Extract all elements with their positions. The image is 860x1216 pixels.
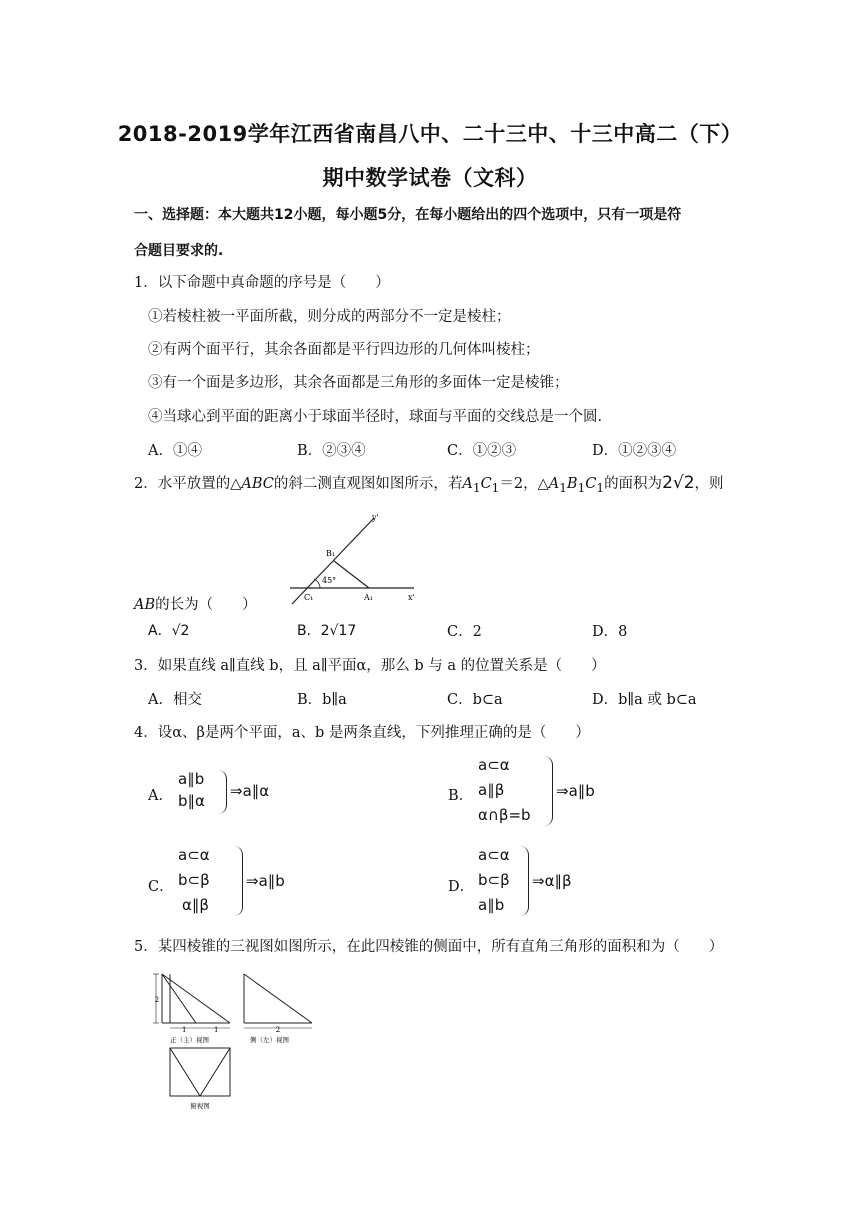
q5-front-width1-label: 1 [182,1026,187,1034]
q4-option-d-formula: a⊂α b⊂β a∥b ⇒α∥β [478,846,572,914]
q2-label-angle: 45° [322,576,337,585]
q1-option-a: A．①④ [148,443,202,459]
q3-option-d: D．b∥a 或 b⊂a [592,692,697,708]
q1-statement-2: ②有两个面平行，其余各面都是平行四边形的几何体叫棱柱； [148,342,540,358]
q2-label-c1: C₁ [304,593,314,602]
q4-option-a-brace [218,770,227,814]
q2-oblique-figure [282,506,422,606]
q4-option-b-label: B． [448,788,474,804]
q1-option-d: D．①②③④ [592,443,677,459]
q1-option-b: B．②③④ [297,443,366,459]
q2-stem-tail: AB的长为（ ） [134,597,257,613]
q4-option-c-label: C． [148,879,174,895]
q5-top-view-caption: 俯视图 [190,1102,210,1110]
section-heading-line2: 合题目要求的. [134,243,224,259]
q1-option-c: C．①②③ [447,443,517,459]
q4-option-c-formula: a⊂α b⊂β α∥β ⇒a∥b [178,846,285,914]
q5-side-view-caption: 侧（左）视图 [250,1036,289,1044]
q5-top-view [170,1048,230,1110]
q1-statement-3: ③有一个面是多边形，其余各面都是三角形的多面体一定是棱锥； [148,375,569,391]
q4-stem: 4．设α、β是两个平面，a、b 是两条直线，下列推理正确的是（ ） [134,725,590,741]
q2-area-value: 2√2 [662,473,695,493]
q2-y-axis [292,518,374,604]
q3-option-b: B．b∥a [297,692,347,708]
q3-option-c: C．b⊂a [447,692,503,708]
exam-title-line1: 2018-2019学年江西省南昌八中、二十三中、十三中高二（下） [117,122,743,146]
q5-front-height-label: 2 [154,996,160,1004]
q5-front-view-caption: 正（主）视图 [170,1036,209,1044]
q4-option-d-brace [520,846,529,916]
q4-option-c-brace [234,846,243,916]
q2-label-a1: A₁ [364,593,373,602]
q5-front-width2-label: 1 [214,1026,219,1034]
q3-option-a: A．相交 [148,692,202,708]
q2-b1a1-edge [334,561,369,588]
section-heading-line1: 一、选择题：本大题共12小题，每小题5分，在每小题给出的四个选项中，只有一项是符 [134,207,682,223]
q2-label-x: x' [408,593,415,602]
q2-stem: 2．水平放置的△ABC的斜二测直观图如图所示，若$A_1C_1=2$，$\triangle A_1B_1C_1$的面积为2√2，则 [134,473,724,495]
q2-label-b1: B₁ [326,549,336,558]
q5-stem: 5．某四棱锥的三视图如图所示，在此四棱锥的侧面中，所有直角三角形的面积和为（ ） [134,939,724,955]
q5-front-view [153,974,230,1044]
q2-option-b: B．2√17 [297,623,357,639]
q4-option-b-formula: a⊂α a∥β α∩β=b ⇒a∥b [478,756,595,824]
q1-statement-1: ①若棱柱被一平面所截，则分成的两部分不一定是棱柱； [148,309,511,325]
q2-option-d: D．8 [592,624,628,640]
q3-stem: 3．如果直线 a∥直线 b，且 a∥平面α，那么 b 与 a 的位置关系是（ ） [134,658,606,674]
q2-option-a: A．√2 [148,623,190,639]
q4-option-a-label: A． [148,788,173,804]
q5-side-view [244,974,312,1044]
q2-label-y: y' [372,513,379,522]
exam-title-line2: 期中数学试卷（文科） [322,166,538,190]
q5-three-view-figure [152,970,324,1112]
q5-side-width-label: 2 [275,1026,281,1034]
q2-option-c: C．2 [447,624,482,640]
q4-option-a-formula: a∥b b∥α ⇒a∥α [178,770,318,818]
q4-option-b-brace [544,756,553,826]
q4-option-d-label: D． [448,879,475,895]
q1-stem: 1．以下命题中真命题的序号是（ ） [134,275,390,291]
q1-statement-4: ④当球心到平面的距离小于球面半径时，球面与平面的交线总是一个圆. [148,409,603,425]
